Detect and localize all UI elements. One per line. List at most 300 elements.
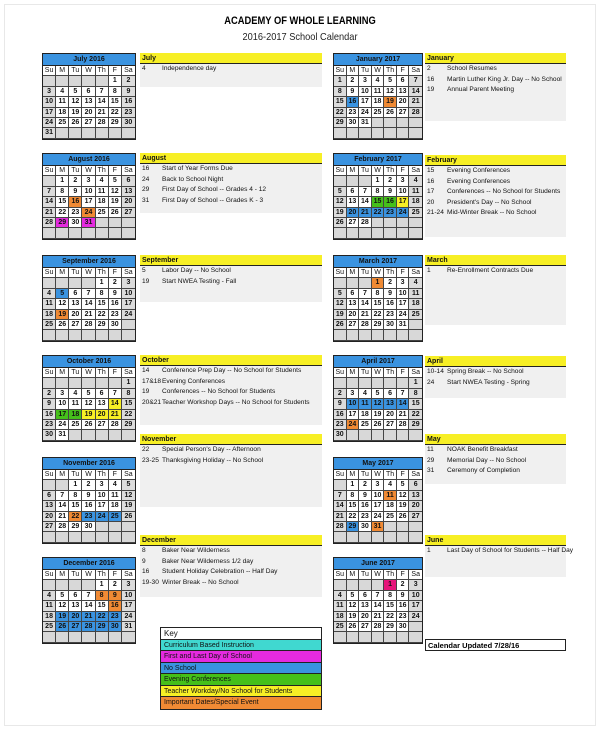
day-cell: 14 — [359, 299, 372, 309]
day-cell: 14 — [359, 197, 372, 207]
event-date: 19 — [142, 388, 150, 395]
day-cell: 8 — [109, 87, 122, 97]
day-cell: 24 — [82, 208, 95, 218]
event-description: Ceremony of Completion — [447, 467, 520, 474]
calendar-month-title: May 2017 — [334, 458, 422, 470]
day-cell: 2 — [384, 176, 397, 186]
day-cell: 27 — [347, 218, 360, 228]
day-cell: 7 — [96, 87, 109, 97]
calendar-may — [333, 457, 423, 544]
legend-key — [160, 627, 322, 710]
empty-day-cell — [334, 330, 347, 340]
event-row — [140, 196, 322, 207]
day-cell: 22 — [96, 612, 109, 622]
day-cell: 15 — [122, 399, 135, 409]
day-cell: 3 — [397, 278, 410, 288]
day-cell: 18 — [359, 410, 372, 420]
empty-day-cell — [122, 330, 135, 340]
weekday-header: Sa — [122, 66, 135, 76]
day-cell: 17 — [43, 108, 56, 118]
weekday-header: M — [347, 470, 360, 480]
day-cell: 25 — [359, 420, 372, 430]
event-description: Annual Parent Meeting — [447, 86, 515, 93]
event-row — [140, 377, 322, 388]
day-cell: 8 — [69, 491, 82, 501]
day-cell: 10 — [397, 187, 410, 197]
day-cell: 24 — [43, 118, 56, 128]
weekday-header: Th — [96, 570, 109, 580]
day-cell: 13 — [122, 187, 135, 197]
weekday-header: W — [82, 166, 95, 176]
day-cell: 18 — [43, 612, 56, 622]
day-cell: 13 — [69, 299, 82, 309]
day-cell: 22 — [384, 612, 397, 622]
event-date: 16 — [427, 177, 435, 185]
day-cell: 31 — [397, 320, 410, 330]
empty-day-cell — [359, 228, 372, 238]
day-cell: 28 — [334, 522, 347, 532]
empty-day-cell — [397, 228, 410, 238]
day-cell: 9 — [347, 87, 360, 97]
weekday-header: Sa — [409, 470, 422, 480]
empty-day-cell — [359, 176, 372, 186]
event-row — [425, 546, 574, 557]
day-cell: 30 — [82, 522, 95, 532]
weekday-header: Su — [43, 570, 56, 580]
day-cell: 17 — [359, 97, 372, 107]
day-cell: 10 — [56, 399, 69, 409]
day-cell: 29 — [109, 118, 122, 128]
day-cell: 28 — [96, 118, 109, 128]
day-cell: 16 — [384, 299, 397, 309]
event-date: 20 — [427, 198, 435, 206]
events-month-header: January — [425, 53, 566, 64]
empty-day-cell — [347, 228, 360, 238]
day-cell: 13 — [409, 491, 422, 501]
weekday-header: Tu — [359, 268, 372, 278]
empty-day-cell — [69, 330, 82, 340]
weekday-header: M — [56, 470, 69, 480]
empty-day-cell — [409, 320, 422, 330]
day-cell: 3 — [347, 389, 360, 399]
day-cell: 8 — [96, 289, 109, 299]
empty-day-cell — [372, 430, 385, 440]
weekday-header: Sa — [122, 368, 135, 378]
day-cell: 23 — [82, 512, 95, 522]
empty-day-cell — [109, 128, 122, 138]
day-cell: 15 — [347, 501, 360, 511]
event-row — [425, 187, 566, 198]
day-cell: 19 — [82, 410, 95, 420]
day-cell: 12 — [334, 197, 347, 207]
day-cell: 4 — [372, 76, 385, 86]
event-row — [140, 445, 322, 456]
events-panel-jan — [425, 53, 566, 121]
empty-day-cell — [384, 330, 397, 340]
event-row — [140, 366, 322, 377]
day-cell: 20 — [384, 410, 397, 420]
day-cell: 26 — [334, 320, 347, 330]
day-cell: 20 — [69, 612, 82, 622]
day-cell: 9 — [109, 591, 122, 601]
day-cell: 8 — [122, 389, 135, 399]
empty-day-cell — [82, 632, 95, 642]
day-cell: 15 — [409, 399, 422, 409]
day-cell: 9 — [69, 187, 82, 197]
day-cell: 12 — [384, 87, 397, 97]
empty-day-cell — [43, 580, 56, 590]
day-cell: 9 — [43, 399, 56, 409]
day-cell: 27 — [397, 108, 410, 118]
empty-day-cell — [359, 632, 372, 642]
day-cell: 2 — [43, 389, 56, 399]
events-month-header: November — [140, 434, 322, 445]
event-date: 31 — [427, 467, 435, 474]
empty-day-cell — [82, 430, 95, 440]
calendar-updated-note: Calendar Updated 7/28/16 — [425, 639, 566, 651]
weekday-header: Su — [334, 66, 347, 76]
event-row — [425, 85, 566, 96]
day-cell: 19 — [56, 310, 69, 320]
day-cell: 12 — [56, 299, 69, 309]
weekday-header: F — [397, 570, 410, 580]
empty-day-cell — [409, 622, 422, 632]
day-cell: 17 — [56, 410, 69, 420]
day-cell: 5 — [334, 187, 347, 197]
day-cell: 21 — [409, 97, 422, 107]
calendar-mar — [333, 255, 423, 342]
events-month-header: September — [140, 255, 322, 266]
day-cell: 22 — [122, 410, 135, 420]
day-cell: 29 — [409, 420, 422, 430]
weekday-header: W — [82, 570, 95, 580]
day-cell: 3 — [122, 278, 135, 288]
day-cell: 24 — [359, 108, 372, 118]
empty-day-cell — [96, 76, 109, 86]
event-description: Winter Break -- No School — [162, 578, 239, 586]
day-cell: 6 — [347, 289, 360, 299]
day-cell: 15 — [109, 97, 122, 107]
empty-day-cell — [359, 430, 372, 440]
day-cell: 6 — [409, 480, 422, 490]
empty-day-cell — [43, 278, 56, 288]
day-cell: 20 — [82, 108, 95, 118]
day-cell: 5 — [397, 480, 410, 490]
day-cell: 6 — [359, 591, 372, 601]
day-cell: 7 — [359, 289, 372, 299]
event-date: 24 — [427, 378, 435, 386]
day-cell: 26 — [56, 622, 69, 632]
day-cell: 27 — [43, 522, 56, 532]
day-cell: 23 — [347, 108, 360, 118]
day-cell: 28 — [43, 218, 56, 228]
day-cell: 15 — [372, 197, 385, 207]
legend-item-teacher-workday: Teacher Workday/No School for Students — [161, 686, 321, 698]
day-cell: 18 — [69, 410, 82, 420]
weekday-header: Su — [43, 66, 56, 76]
weekday-header: M — [347, 166, 360, 176]
calendar-grid — [334, 570, 422, 643]
day-cell: 29 — [347, 522, 360, 532]
day-cell: 28 — [359, 218, 372, 228]
day-cell: 13 — [43, 501, 56, 511]
day-cell: 15 — [372, 299, 385, 309]
event-description: Start NWEA Testing - Fall — [162, 277, 237, 285]
day-cell: 6 — [347, 187, 360, 197]
legend-title: Key — [161, 628, 321, 640]
day-cell: 22 — [347, 512, 360, 522]
weekday-header: W — [372, 268, 385, 278]
event-description: Mid-Winter Break -- No School — [447, 209, 537, 216]
calendar-month-title: February 2017 — [334, 154, 422, 166]
day-cell: 14 — [82, 601, 95, 611]
event-description: Baker Near Wilderness 1/2 day — [162, 557, 254, 565]
day-cell: 16 — [359, 501, 372, 511]
day-cell: 10 — [122, 289, 135, 299]
day-cell: 13 — [384, 399, 397, 409]
day-cell: 26 — [122, 512, 135, 522]
empty-day-cell — [56, 580, 69, 590]
events-panel-aug — [140, 153, 322, 213]
day-cell: 11 — [109, 491, 122, 501]
calendar-sep — [42, 255, 136, 342]
empty-day-cell — [43, 378, 56, 388]
day-cell: 12 — [347, 601, 360, 611]
empty-day-cell — [397, 378, 410, 388]
empty-day-cell — [347, 330, 360, 340]
calendar-month-title: November 2016 — [43, 458, 135, 470]
day-cell: 12 — [82, 399, 95, 409]
empty-day-cell — [56, 278, 69, 288]
day-cell: 1 — [372, 278, 385, 288]
day-cell: 24 — [397, 208, 410, 218]
day-cell: 3 — [96, 480, 109, 490]
day-cell: 26 — [397, 512, 410, 522]
day-cell: 11 — [409, 187, 422, 197]
day-cell: 23 — [43, 420, 56, 430]
day-cell: 31 — [43, 128, 56, 138]
day-cell: 21 — [56, 512, 69, 522]
empty-day-cell — [96, 228, 109, 238]
day-cell: 17 — [347, 410, 360, 420]
event-row — [425, 378, 566, 389]
calendar-grid — [43, 368, 135, 441]
day-cell: 14 — [334, 501, 347, 511]
day-cell: 1 — [96, 278, 109, 288]
day-cell: 21 — [96, 108, 109, 118]
day-cell: 5 — [334, 289, 347, 299]
day-cell: 12 — [397, 491, 410, 501]
day-cell: 19 — [397, 501, 410, 511]
empty-day-cell — [69, 430, 82, 440]
day-cell: 15 — [96, 601, 109, 611]
weekday-header: Th — [384, 570, 397, 580]
event-description: Evening Conferences — [447, 177, 511, 185]
day-cell: 20 — [347, 310, 360, 320]
day-cell: 23 — [384, 310, 397, 320]
day-cell: 15 — [384, 601, 397, 611]
day-cell: 17 — [397, 197, 410, 207]
day-cell: 13 — [96, 399, 109, 409]
weekday-header: Su — [43, 470, 56, 480]
day-cell: 22 — [69, 512, 82, 522]
event-row — [425, 75, 566, 86]
day-cell: 30 — [384, 320, 397, 330]
day-cell: 2 — [69, 176, 82, 186]
day-cell: 27 — [122, 208, 135, 218]
weekday-header: Th — [384, 66, 397, 76]
empty-day-cell — [409, 128, 422, 138]
weekday-header: Sa — [122, 570, 135, 580]
calendar-oct — [42, 355, 136, 442]
day-cell: 11 — [96, 187, 109, 197]
day-cell: 11 — [384, 491, 397, 501]
day-cell: 2 — [109, 278, 122, 288]
day-cell: 19 — [347, 612, 360, 622]
day-cell: 8 — [56, 187, 69, 197]
day-cell: 18 — [96, 197, 109, 207]
day-cell: 9 — [359, 491, 372, 501]
day-cell: 20 — [409, 501, 422, 511]
day-cell: 18 — [384, 501, 397, 511]
day-cell: 29 — [334, 118, 347, 128]
day-cell: 2 — [347, 76, 360, 86]
day-cell: 3 — [359, 76, 372, 86]
weekday-header: F — [397, 166, 410, 176]
events-panel-jun — [425, 535, 574, 577]
weekday-header: Tu — [69, 368, 82, 378]
day-cell: 9 — [122, 87, 135, 97]
weekday-header: Tu — [359, 570, 372, 580]
event-date: 29 — [427, 456, 435, 464]
weekday-header: W — [82, 268, 95, 278]
day-cell: 3 — [82, 176, 95, 186]
day-cell: 2 — [334, 389, 347, 399]
day-cell: 5 — [82, 389, 95, 399]
weekday-header: Sa — [409, 66, 422, 76]
day-cell: 6 — [43, 491, 56, 501]
calendar-dec — [42, 557, 136, 644]
event-row — [425, 466, 566, 477]
empty-day-cell — [334, 580, 347, 590]
weekday-header: F — [397, 66, 410, 76]
weekday-header: W — [372, 368, 385, 378]
empty-day-cell — [397, 632, 410, 642]
weekday-header: M — [347, 66, 360, 76]
event-date: 19-30 — [142, 578, 159, 586]
day-cell: 25 — [409, 310, 422, 320]
day-cell: 25 — [334, 622, 347, 632]
empty-day-cell — [109, 218, 122, 228]
day-cell: 9 — [334, 399, 347, 409]
empty-day-cell — [359, 378, 372, 388]
event-date: 17&18 — [142, 377, 162, 385]
event-description: Evening Conferences — [162, 377, 226, 385]
day-cell: 4 — [43, 591, 56, 601]
day-cell: 7 — [82, 591, 95, 601]
day-cell: 14 — [43, 197, 56, 207]
weekday-header: Tu — [69, 570, 82, 580]
empty-day-cell — [109, 330, 122, 340]
weekday-header: Su — [334, 470, 347, 480]
empty-day-cell — [109, 430, 122, 440]
empty-day-cell — [397, 532, 410, 542]
calendar-month-title: April 2017 — [334, 356, 422, 368]
day-cell: 22 — [56, 208, 69, 218]
day-cell: 10 — [122, 591, 135, 601]
day-cell: 25 — [109, 512, 122, 522]
day-cell: 16 — [334, 410, 347, 420]
event-description: Independence day — [162, 65, 217, 72]
day-cell: 14 — [397, 399, 410, 409]
day-cell: 5 — [56, 289, 69, 299]
event-date: 14 — [142, 367, 150, 374]
day-cell: 5 — [109, 176, 122, 186]
day-cell: 23 — [359, 512, 372, 522]
empty-day-cell — [56, 378, 69, 388]
empty-day-cell — [372, 128, 385, 138]
event-description: Spring Break -- No School — [447, 368, 524, 375]
day-cell: 21 — [82, 310, 95, 320]
day-cell: 30 — [397, 622, 410, 632]
day-cell: 29 — [56, 218, 69, 228]
weekday-header: Su — [334, 368, 347, 378]
day-cell: 29 — [122, 420, 135, 430]
day-cell: 4 — [43, 289, 56, 299]
calendar-grid — [334, 66, 422, 139]
day-cell: 23 — [69, 208, 82, 218]
event-date: 11 — [427, 446, 434, 453]
day-cell: 25 — [384, 512, 397, 522]
weekday-header: W — [82, 368, 95, 378]
empty-day-cell — [109, 532, 122, 542]
day-cell: 4 — [409, 176, 422, 186]
day-cell: 26 — [109, 208, 122, 218]
empty-day-cell — [384, 522, 397, 532]
weekday-header: Th — [96, 470, 109, 480]
empty-day-cell — [372, 118, 385, 128]
day-cell: 20 — [359, 612, 372, 622]
event-description: Labor Day -- No School — [162, 267, 231, 274]
empty-day-cell — [82, 128, 95, 138]
event-description: Last Day of School for Students -- Half Day — [447, 547, 574, 554]
event-description: Martin Luther King Jr. Day -- No School — [447, 75, 562, 83]
weekday-header: Su — [334, 570, 347, 580]
events-panel-mar — [425, 255, 566, 325]
weekday-header: Sa — [409, 268, 422, 278]
empty-day-cell — [347, 580, 360, 590]
weekday-header: Th — [96, 66, 109, 76]
event-description: Special Person's Day -- Afternoon — [162, 446, 261, 453]
day-cell: 6 — [122, 176, 135, 186]
day-cell: 10 — [359, 87, 372, 97]
day-cell: 16 — [82, 501, 95, 511]
weekday-header: F — [397, 268, 410, 278]
day-cell: 22 — [334, 108, 347, 118]
day-cell: 21 — [359, 310, 372, 320]
empty-day-cell — [69, 128, 82, 138]
day-cell: 6 — [69, 289, 82, 299]
day-cell: 1 — [347, 480, 360, 490]
day-cell: 19 — [384, 97, 397, 107]
empty-day-cell — [409, 228, 422, 238]
day-cell: 27 — [96, 420, 109, 430]
day-cell: 21 — [334, 512, 347, 522]
day-cell: 30 — [347, 118, 360, 128]
events-month-header: October — [140, 355, 322, 366]
empty-day-cell — [122, 532, 135, 542]
event-row — [140, 175, 322, 186]
